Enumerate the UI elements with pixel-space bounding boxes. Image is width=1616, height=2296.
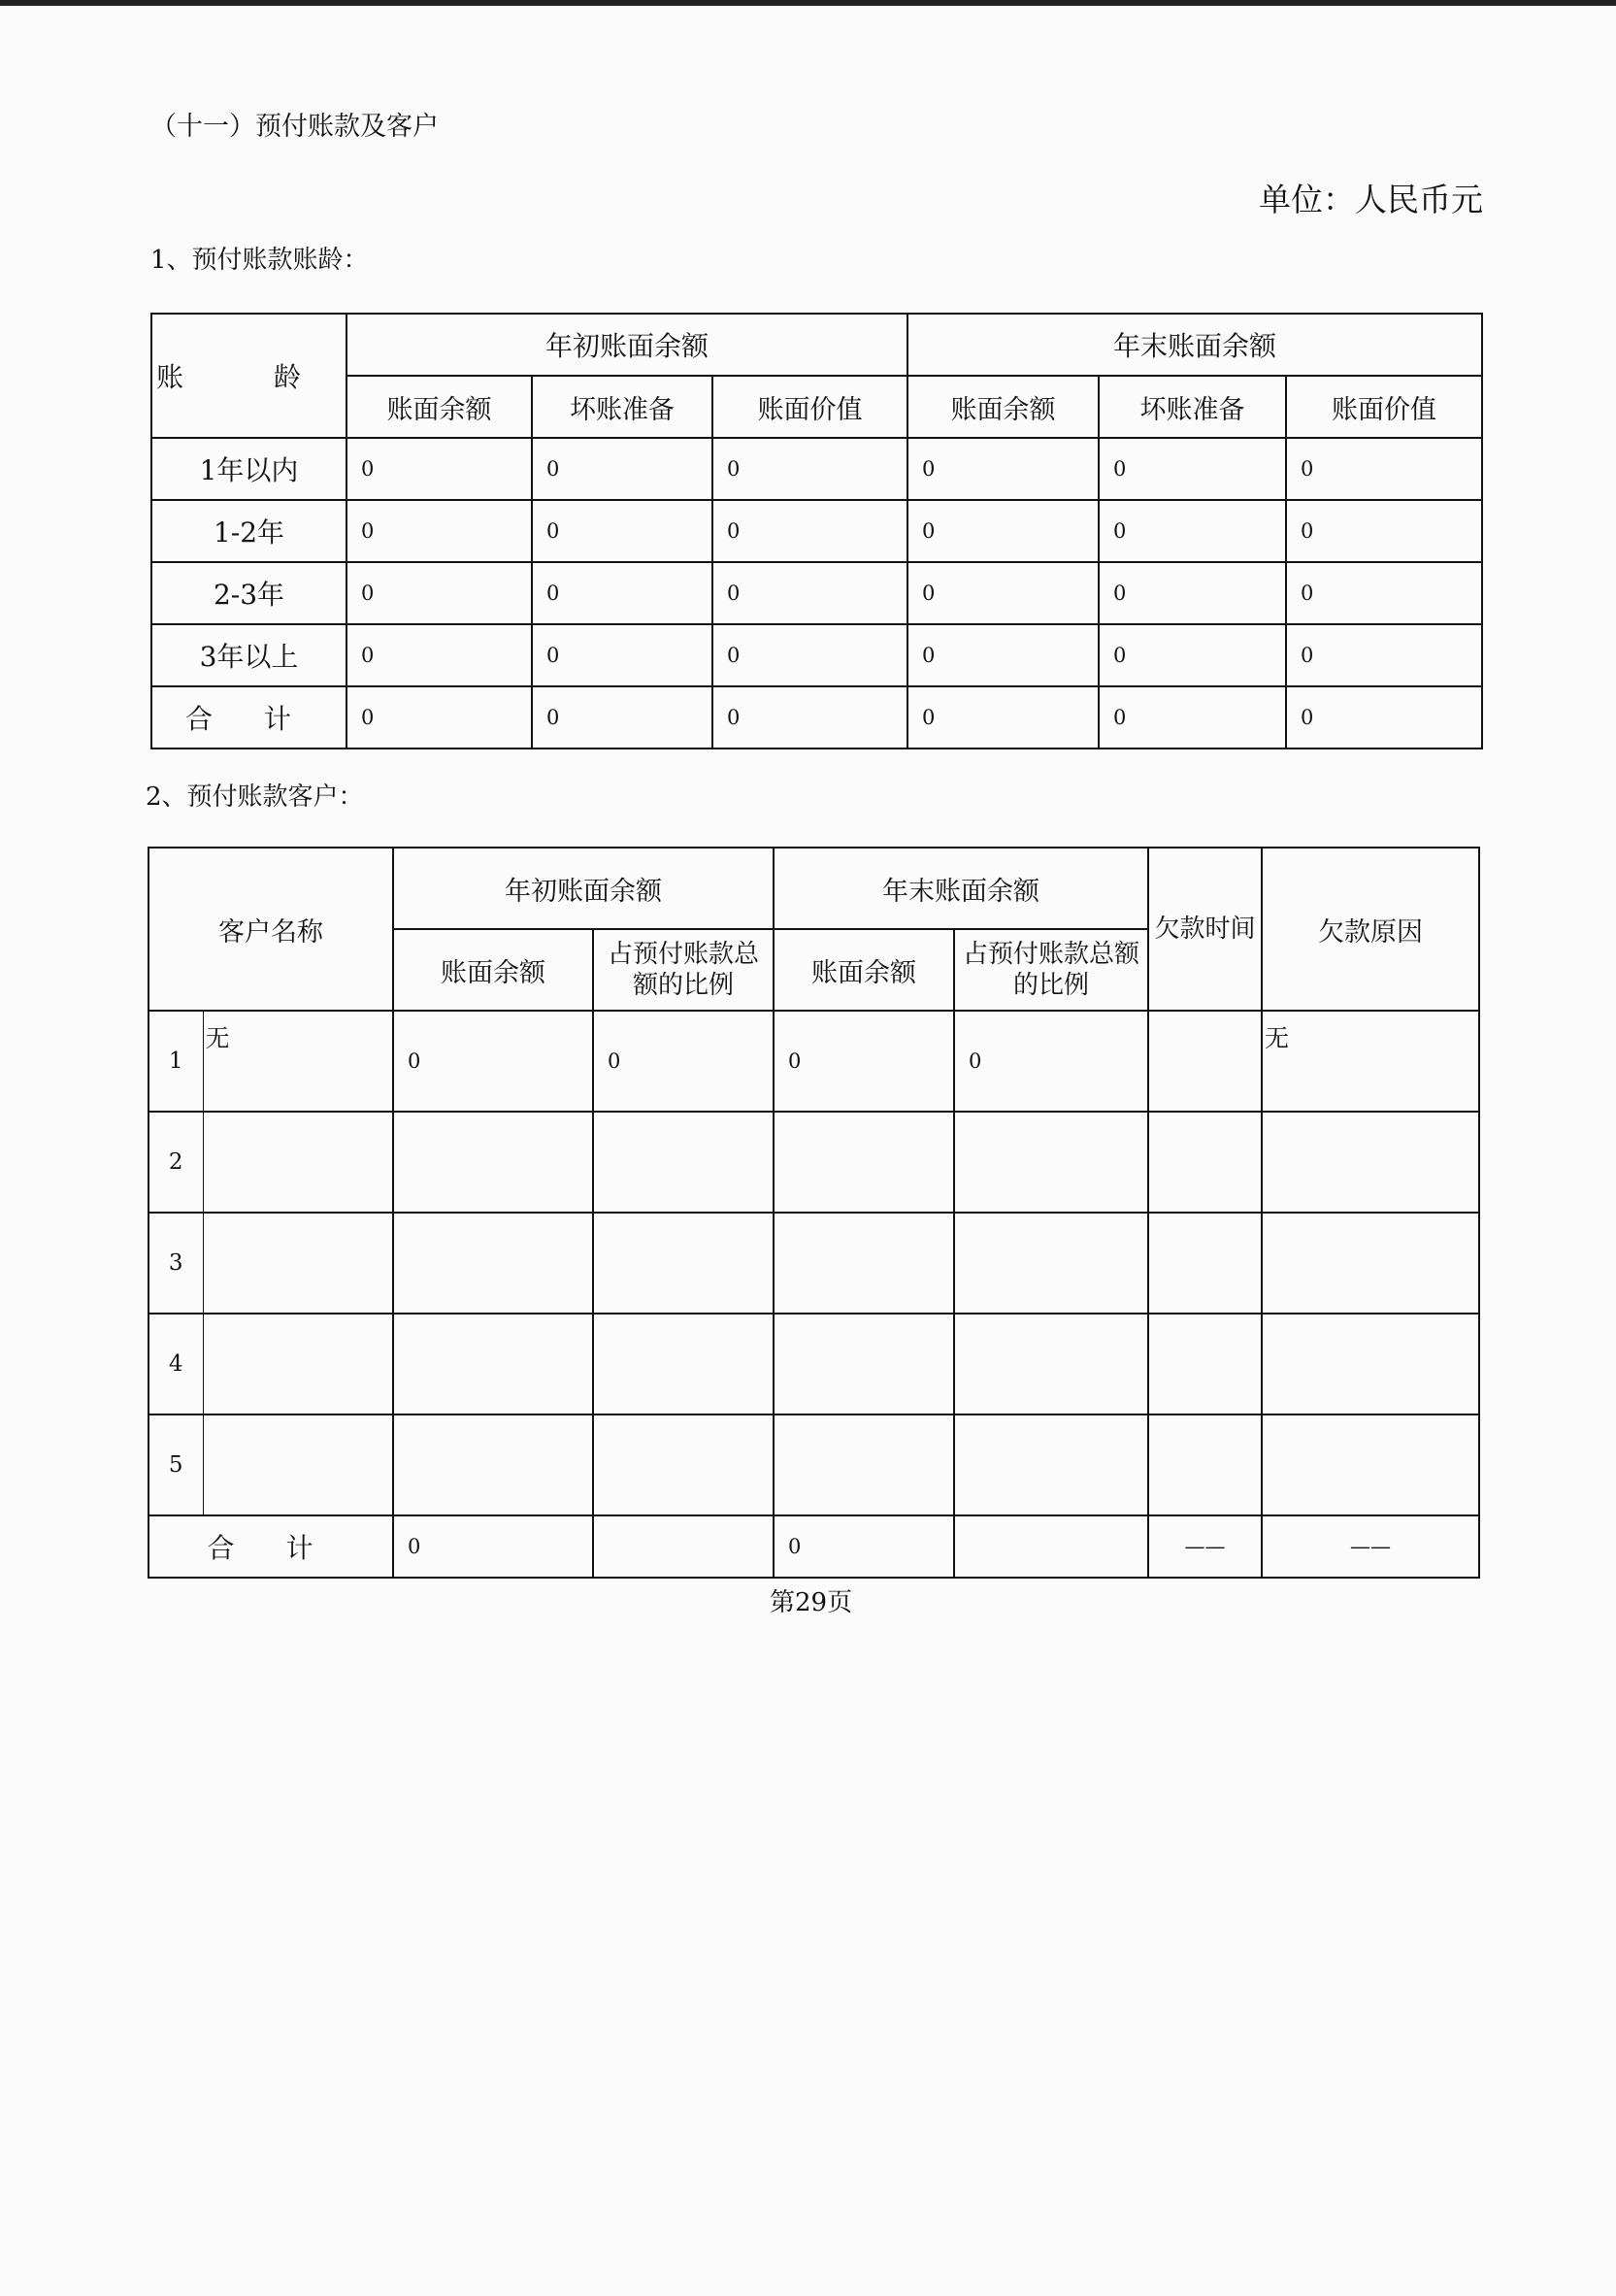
aging-sub-header: 坏账准备: [532, 376, 712, 438]
customer-cell: [954, 1112, 1148, 1213]
aging-sub-header: 账面价值: [1286, 376, 1482, 438]
customer-row: [148, 1414, 1479, 1515]
row-index: 1: [148, 1011, 203, 1112]
owed-time-cell: [1148, 1414, 1262, 1515]
aging-total-label: 合 计: [151, 686, 346, 749]
row-index: 3: [148, 1213, 203, 1314]
aging-cell: 0: [712, 562, 907, 624]
customer-total-row: [148, 1515, 1479, 1578]
aging-cell: 0: [712, 500, 907, 562]
aging-row: [151, 624, 1482, 686]
customer-cell: 0: [774, 1011, 954, 1112]
aging-cell: 0: [1286, 500, 1482, 562]
aging-cell: 0: [907, 500, 1099, 562]
aging-sub-header: 账面余额: [907, 376, 1099, 438]
row-index: 4: [148, 1314, 203, 1414]
customer-name: 无: [203, 1011, 393, 1112]
customer-total-cell: [593, 1515, 774, 1578]
customer-cell: [774, 1112, 954, 1213]
aging-group-header-begin: 年初账面余额: [346, 314, 907, 376]
customer-group-header-begin: 年初账面余额: [393, 848, 774, 929]
aging-row-label: 3年以上: [151, 624, 346, 686]
owed-reason-total: ——: [1262, 1515, 1479, 1578]
aging-cell: 0: [907, 562, 1099, 624]
customer-cell: [393, 1414, 593, 1515]
aging-cell: 0: [907, 438, 1099, 500]
customer-name: [203, 1213, 393, 1314]
aging-cell: 0: [1286, 624, 1482, 686]
aging-sub-header: 坏账准备: [1099, 376, 1286, 438]
customer-table-title: 2、预付账款客户：: [146, 782, 364, 812]
aging-cell: 0: [532, 438, 712, 500]
customer-sub-header: 占预付账款总额的比例: [954, 929, 1148, 1011]
owed-time-total: ——: [1148, 1515, 1262, 1578]
aging-cell: 0: [1099, 624, 1286, 686]
aging-cell: 0: [1286, 686, 1482, 749]
owed-time-cell: [1148, 1112, 1262, 1213]
aging-table: [150, 313, 1483, 749]
customer-cell: [774, 1314, 954, 1414]
owed-reason-cell: 无: [1262, 1011, 1479, 1112]
aging-row: [151, 562, 1482, 624]
aging-row: [151, 500, 1482, 562]
owed-reason-cell: [1262, 1414, 1479, 1515]
customer-row: [148, 1213, 1479, 1314]
aging-cell: 0: [1286, 438, 1482, 500]
customer-total-cell: [954, 1515, 1148, 1578]
aging-cell: 0: [346, 686, 532, 749]
customer-cell: [393, 1112, 593, 1213]
customer-total-cell: 0: [774, 1515, 954, 1578]
customer-cell: 0: [954, 1011, 1148, 1112]
customer-sub-header: 占预付账款总额的比例: [593, 929, 774, 1011]
aging-sub-header: 账面价值: [712, 376, 907, 438]
aging-cell: 0: [907, 686, 1099, 749]
aging-sub-header: 账面余额: [346, 376, 532, 438]
customer-total-label: 合 计: [148, 1515, 393, 1578]
customer-group-header-end: 年末账面余额: [774, 848, 1148, 929]
customer-cell: 0: [393, 1011, 593, 1112]
owed-time-cell: [1148, 1314, 1262, 1414]
customer-cell: [593, 1414, 774, 1515]
customer-name: [203, 1112, 393, 1213]
customer-cell: [593, 1314, 774, 1414]
aging-row-label: 1-2年: [151, 500, 346, 562]
section-title: （十一）预付账款及客户: [150, 112, 439, 142]
aging-cell: 0: [346, 624, 532, 686]
aging-cell: 0: [532, 500, 712, 562]
owed-time-cell: [1148, 1213, 1262, 1314]
customer-name: [203, 1414, 393, 1515]
customer-sub-header: 账面余额: [393, 929, 593, 1011]
aging-cell: 0: [1286, 562, 1482, 624]
aging-cell: 0: [1099, 500, 1286, 562]
customer-sub-header: 账面余额: [774, 929, 954, 1011]
owed-reason-cell: [1262, 1112, 1479, 1213]
customer-cell: 0: [593, 1011, 774, 1112]
owed-time-cell: [1148, 1011, 1262, 1112]
customer-cell: [593, 1213, 774, 1314]
customer-cell: [954, 1414, 1148, 1515]
owed-reason-cell: [1262, 1213, 1479, 1314]
page-number: 第29页: [770, 1588, 853, 1617]
customer-name: [203, 1314, 393, 1414]
aging-cell: 0: [712, 686, 907, 749]
owed-time-header: 欠款时间: [1148, 848, 1262, 1011]
customer-cell: [954, 1314, 1148, 1414]
customer-table: [148, 847, 1480, 1579]
customer-cell: [774, 1213, 954, 1314]
aging-group-header-end: 年末账面余额: [907, 314, 1482, 376]
aging-row-label: 2-3年: [151, 562, 346, 624]
aging-cell: 0: [346, 500, 532, 562]
aging-table-title: 1、预付账款账龄：: [150, 246, 369, 275]
aging-cell: 0: [532, 686, 712, 749]
customer-row: [148, 1314, 1479, 1414]
customer-cell: [393, 1314, 593, 1414]
aging-row: [151, 438, 1482, 500]
customer-total-cell: 0: [393, 1515, 593, 1578]
aging-total-row: [151, 686, 1482, 749]
owed-reason-header: 欠款原因: [1262, 848, 1479, 1011]
customer-cell: [593, 1112, 774, 1213]
customer-cell: [774, 1414, 954, 1515]
aging-cell: 0: [907, 624, 1099, 686]
row-index: 2: [148, 1112, 203, 1213]
aging-row-label: 1年以内: [151, 438, 346, 500]
aging-cell: 0: [1099, 686, 1286, 749]
aging-cell: 0: [532, 624, 712, 686]
aging-cell: 0: [712, 438, 907, 500]
unit-label: 单位：人民币元: [1259, 181, 1483, 218]
scan-edge: [0, 0, 1616, 6]
aging-cell: 0: [1099, 562, 1286, 624]
aging-cell: 0: [532, 562, 712, 624]
customer-cell: [954, 1213, 1148, 1314]
aging-row-header: 账 龄: [151, 314, 346, 438]
customer-row: [148, 1112, 1479, 1213]
aging-cell: 0: [346, 438, 532, 500]
owed-reason-cell: [1262, 1314, 1479, 1414]
aging-cell: 0: [346, 562, 532, 624]
customer-row: [148, 1011, 1479, 1112]
aging-cell: 0: [712, 624, 907, 686]
aging-cell: 0: [1099, 438, 1286, 500]
customer-name-header: 客户名称: [148, 848, 393, 1011]
customer-cell: [393, 1213, 593, 1314]
row-index: 5: [148, 1414, 203, 1515]
